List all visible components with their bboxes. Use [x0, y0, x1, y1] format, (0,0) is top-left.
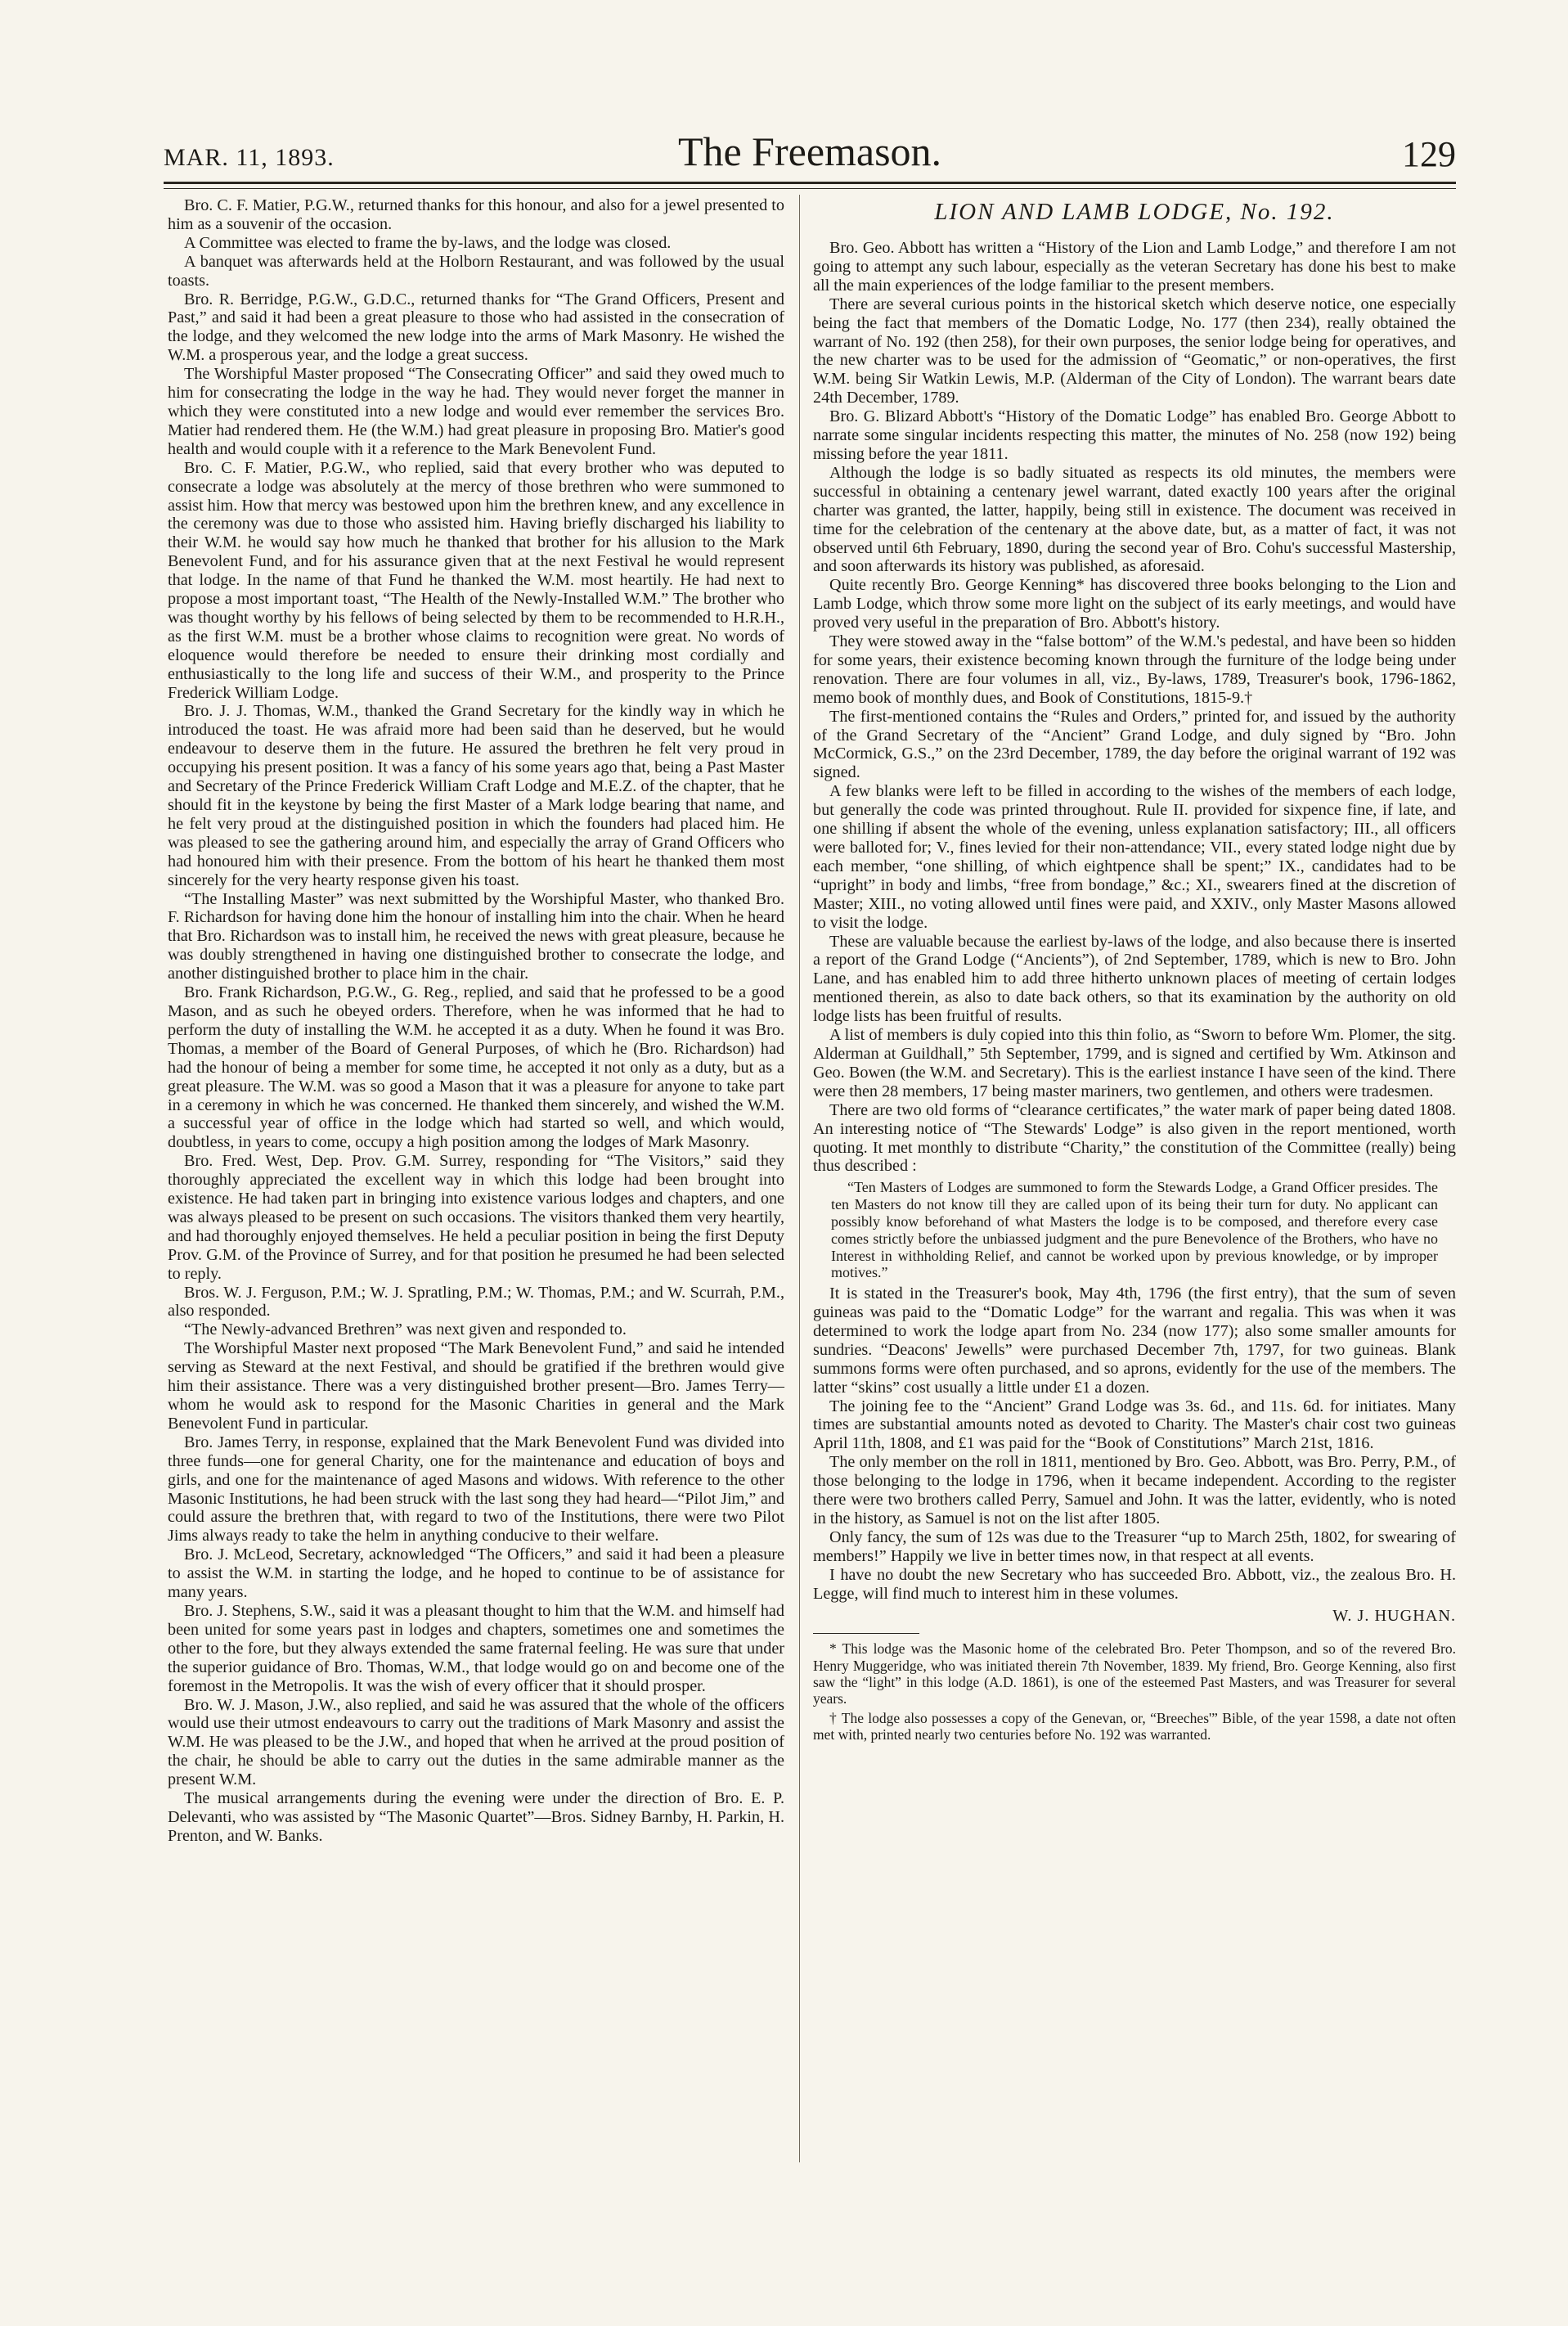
paragraph: Although the lodge is so badly situated as respects its old minutes, the members were successful in obtaining a centenary jewel warrant, dated exactly 100 years after the original charter was granted, the latter, happily, being still in existence. The document was received in time for the celebration of the centenary at the above date, but, as a matter of fact, it was not observed until 6th February, 1890, during the second year of Bro. Cohu's successful Mastership, and soon afterwards its history was published, as aforesaid. [813, 463, 1456, 576]
paragraph: There are several curious points in the historical sketch which deserve notice, one especially being the fact that members of the Domatic Lodge, No. 177 (then 234), really obtained the warrant of No. 192 (then 258), for their own purposes, the senior lodge being for operatives, and the new charter was to be used for the admission of “Geomatic,” or non-operatives, the first W.M. being Sir Watkin Lewis, M.P. (Alderman of the City of London). The warrant bears date 24th December, 1789. [813, 295, 1456, 407]
paragraph: Bro. J. Stephens, S.W., said it was a pleasant thought to him that the W.M. and himself had been united for some years past in lodges and chapters, sometimes one and sometimes the other to the fore, but they always extended the same fraternal feeling. He was sure that under the superior guidance of Bro. Thomas, W.M., that lodge would go on and become one of the foremost in the Metropolis. It was the wish of every officer that it should prosper. [168, 1601, 784, 1695]
footnote: † The lodge also possesses a copy of the Genevan, or, “Breeches'” Bible, of the year 1598, a date not often met with, printed nearly two centuries before No. 192 was warranted. [813, 1710, 1456, 1743]
paragraph: Bro. Fred. West, Dep. Prov. G.M. Surrey, responding for “The Visitors,” said they thoroughly appreciated the excellent way in which this lodge had been brought into existence. He had taken part in bringing into existence various lodges and chapters, and one was always pleased to be present on such occasions. The visitors thanked them very heartily, and had thoroughly enjoyed themselves. He held a peculiar position in being the first Deputy Prov. G.M. of the Province of Surrey, and for that position he presumed he had been selected to reply. [168, 1152, 784, 1283]
paragraph: Bro. J. J. Thomas, W.M., thanked the Grand Secretary for the kindly way in which he introduced the toast. He was afraid more had been said than he deserved, but he would endeavour to deserve them in the future. He assured the brethren he felt very proud in occupying his present position. It was a fancy of his some years ago that, being a Past Master and Secretary of the Prince Frederick William Craft Lodge and M.E.Z. of the chapter, that he should fit in the keystone by being the first Master of a Mark lodge bearing that name, and he felt very proud at the distinguished position in which the founders had placed him. He was pleased to see the gathering around him, and especially the array of Grand Officers who had honoured him with their presence. From the bottom of his heart he thanked them most sincerely for the very hearty response given his toast. [168, 702, 784, 889]
header-rule-thick [164, 182, 1456, 184]
footnote: * This lodge was the Masonic home of the celebrated Bro. Peter Thompson, and so of the revered Bro. Henry Muggeridge, who was initiated therein 7th November, 1839. My friend, Bro. George Kenning, also first saw the “light” in this lodge (A.D. 1861), is one of the esteemed Past Masters, and was Treasurer for several years. [813, 1640, 1456, 1707]
paragraph: “The Installing Master” was next submitted by the Worshipful Master, who thanked Bro. F. Richardson for having done him the honour of installing him into the chair. When he heard that Bro. Richardson was to install him, he received the news with great pleasure, because he was doubly strengthened in having one distinguished brother to consecrate the lodge, and another distinguished brother to place him in the chair. [168, 889, 784, 983]
paragraph: Bro. C. F. Matier, P.G.W., who replied, said that every brother who was deputed to consecrate a lodge was absolutely at the mercy of those brethren who were summoned to assist him. How that mercy was bestowed upon him the brethren knew, and any excellence in the ceremony was due to those who assisted him. Having briefly discharged his liability to their W.M. he would say how much he thanked that brother for his allusion to the Mark Benevolent Fund, and for his assurance given that at the next Festival he would represent that lodge. In the name of that Fund he thanked the W.M. most heartily. He had next to propose a most important toast, “The Health of the Newly-Installed W.M.” The brother who was thought worthy by his fellows of being selected by them to be recommended to H.R.H., as the first W.M. must be a brother whose claims to recognition were great. No words of eloquence would therefore be needed to ensure their drinking most cordially and enthusiastically to the long life and success of their W.M., and prosperity to the Prince Frederick William Lodge. [168, 458, 784, 702]
paragraph: Bro. Frank Richardson, P.G.W., G. Reg., replied, and said that he professed to be a good Mason, and as such he obeyed orders. Therefore, when he was informed that he had to perform the duty of installing the W.M. he accepted it as a duty. When he found it was Bro. Thomas, a member of the Board of General Purposes, of which he (Bro. Richardson) had had the honour of being a member for some time, he accepted it not only as a duty, but as a great pleasure. The W.M. was so good a Mason that it was a pleasure for anyone to take part in a ceremony in which he was concerned. He thanked them sincerely, and wished the W.M. a successful year of office in the lodge which had started so well, and which would, doubtless, in years to come, occupy a high position among the lodges of Mark Masonry. [168, 983, 784, 1152]
paragraph: These are valuable because the earliest by-laws of the lodge, and also because there is inserted a report of the Grand Lodge (“Ancients”), of 2nd September, 1789, which is new to Bro. John Lane, and has enabled him to add three hitherto unknown places of meeting of certain lodges mentioned therein, as also to date back others, so that its examination by the authority on old lodge lists has been fruitful of results. [813, 932, 1456, 1026]
issue-date: MAR. 11, 1893. [164, 144, 335, 171]
paragraph: Bros. W. J. Ferguson, P.M.; W. J. Spratling, P.M.; W. Thomas, P.M.; and W. Scurrah, P.M., also responded. [168, 1283, 784, 1320]
paragraph: The first-mentioned contains the “Rules and Orders,” printed for, and issued by the authority of the Grand Secretary of the “Ancient” Grand Lodge, and duly signed by “Bro. John McCormick, G.S.,” on the 23rd December, 1789, the day before the original warrant of 192 was signed. [813, 707, 1456, 782]
paragraph: Bro. R. Berridge, P.G.W., G.D.C., returned thanks for “The Grand Officers, Present and Past,” and said it had been a great pleasure to those who had assisted in the consecration of the lodge, and they welcomed the new lodge into the arms of Mark Masonry. He wished the W.M. a prosperous year, and the lodge a great success. [168, 290, 784, 365]
paragraph: A list of members is duly copied into this thin folio, as “Sworn to before Wm. Plomer, the sitg. Alderman at Guildhall,” 5th September, 1799, and is signed and certified by Wm. Atkinson and Geo. Bowen (the W.M. and Secretary). This is the earliest instance I have seen of the kind. There were then 28 members, 17 being master mariners, two gentlemen, and others were tradesmen. [813, 1026, 1456, 1100]
page-number: 129 [1402, 134, 1456, 174]
paragraph: A few blanks were left to be filled in according to the wishes of the members of each lodge, but generally the code was printed throughout. Rule II. provided for sixpence fine, if late, and one shilling if absent the whole of the evening, unless explanation satisfactory; III., all officers were balloted for; V., fines levied for their non-attendance; VII., every stated lodge night due by each member, “one shilling, of which eightpence shall be spent;” IX., candidates had to be “upright” in body and limbs, “free from bondage,” &c.; XI., swearers fined at the discretion of Master; XIII., no voting allowed until fines were paid, and XXIV., only Master Masons allowed to visit the lodge. [813, 782, 1456, 932]
paragraph: Bro. W. J. Mason, J.W., also replied, and said he was assured that the whole of the officers would use their utmost endeavours to carry out the traditions of Mark Masonry and assist the W.M. He was pleased to be the J.W., and hoped that when he arrived at the proud position of the chair, he should be able to carry out the duties in the same admirable manner as the present W.M. [168, 1695, 784, 1789]
paragraph: A Committee was elected to frame the by-laws, and the lodge was closed. [184, 233, 672, 252]
paragraph: I have no doubt the new Secretary who has succeeded Bro. Abbott, viz., the zealous Bro. H. Legge, will find much to interest him in these volumes. [813, 1565, 1456, 1603]
paragraph: A banquet was afterwards held at the Holborn Restaurant, and was followed by the usual toasts. [168, 252, 784, 290]
newspaper-title: The Freemason. [677, 128, 942, 174]
paragraph: The Worshipful Master proposed “The Consecrating Officer” and said they owed much to him for consecrating the lodge in the way he had. They would never forget the manner in which they were constituted into a new lodge and would ever remember the services Bro. Matier had rendered them. He (the W.M.) had great pleasure in proposing Bro. Matier's good health and would couple with it a reference to the Mark Benevolent Fund. [168, 365, 784, 458]
paragraph: Bro. G. Blizard Abbott's “History of the Domatic Lodge” has enabled Bro. George Abbott to narrate some singular incidents respecting this matter, the minutes of No. 258 (now 192) being missing before the year 1811. [813, 407, 1456, 463]
paragraph: Only fancy, the sum of 12s was due to the Treasurer “up to March 25th, 1802, for swearing of members!” Happily we live in better times now, in that respect at all events. [813, 1527, 1456, 1565]
paragraph: They were stowed away in the “false bottom” of the W.M.'s pedestal, and have been so hidden for some years, their existence becoming known through the furniture of the lodge being under renovation. There are four volumes in all, viz., By-laws, 1789, Treasurer's book, 1796-1862, memo book of monthly dues, and Book of Constitutions, 1815-9.† [813, 632, 1456, 707]
paragraph: The only member on the roll in 1811, mentioned by Bro. Geo. Abbott, was Bro. Perry, P.M., of those belonging to the lodge in 1796, when it became independent. According to the register there were two brothers called Perry, Samuel and John. It was the latter, evidently, who is noted in the history, as Samuel is not on the list after 1805. [813, 1453, 1456, 1527]
paragraph: It is stated in the Treasurer's book, May 4th, 1796 (the first entry), that the sum of seven guineas was paid to the “Domatic Lodge” for the warrant and regalia. This was when it was determined to work the lodge apart from No. 234 (now 177); also some smaller amounts for sundries. “Deacons' Jewells” were purchased December 7th, 1797, for two guineas. Blank summons forms were often purchased, and so aprons, evidently for the use of the members. The latter “skins” cost usually a little under £1 a dozen. [813, 1284, 1456, 1397]
author-signature: W. J. HUGHAN. [1332, 1606, 1456, 1625]
paragraph: The Worshipful Master next proposed “The Mark Benevolent Fund,” and said he intended serving as Steward at the next Festival, and should be gratified if the brethren would give him their assistance. There was a very distinguished brother present—Bro. James Terry—whom he would ask to respond for the Masonic Charities in general and the Mark Benevolent Fund in particular. [168, 1339, 784, 1433]
right-column [813, 196, 1456, 1747]
paragraph: There are two old forms of “clearance certificates,” the water mark of paper being dated 1808. An interesting notice of “The Stewards' Lodge” is also given in the report mentioned, worth quoting. It met monthly to distribute “Charity,” the constitution of the Committee (really) being thus described : [813, 1100, 1456, 1176]
block-quote: “Ten Masters of Lodges are summoned to form the Stewards Lodge, a Grand Officer presides. The ten Masters do not know till they are called upon of its being their turn for duty. No applicant can possibly know beforehand of what Masters the lodge is to be composed, and therefore every case comes strictly before the unbiassed judgment and the pure Benevolence of the Brothers, who have no Interest in withholding Relief, and cannot be worked upon by previous knowledge, or by improper motives.” [831, 1179, 1438, 1281]
header-rule-thin [164, 188, 1456, 189]
masthead [164, 124, 1456, 175]
paragraph: Bro. C. F. Matier, P.G.W., returned thanks for this honour, and also for a jewel presented to him as a souvenir of the occasion. [168, 196, 784, 233]
paragraph: “The Newly-advanced Brethren” was next given and responded to. [184, 1320, 627, 1339]
paragraph: Bro. J. McLeod, Secretary, acknowledged “The Officers,” and said it had been a pleasure to assist the W.M. in starting the lodge, and he hoped to continue to be of assistance for many years. [168, 1545, 784, 1602]
paragraph: Bro. James Terry, in response, explained that the Mark Benevolent Fund was divided into three funds—one for general Charity, one for the maintenance and education of boys and girls, and one for the maintenance of aged Masons and widows. With reference to the other Masonic Institutions, he had been struck with the last song they had heard—“Pilot Jim,” and could assure the brethren that, with regard to two of the Institutions, there were two Pilot Jims always ready to take the helm in anything conducive to their welfare. [168, 1433, 784, 1545]
paragraph: The joining fee to the “Ancient” Grand Lodge was 3s. 6d., and 11s. 6d. for initiates. Many times are substantial amounts noted as devoted to Charity. The Master's chair cost two guineas April 11th, 1808, and £1 was paid for the “Book of Constitutions” March 21st, 1816. [813, 1397, 1456, 1453]
paragraph: Quite recently Bro. George Kenning* has discovered three books belonging to the Lion and Lamb Lodge, which throw some more light on the subject of its early meetings, and would have proved very useful in the preparation of Bro. Abbott's history. [813, 576, 1456, 632]
column-divider [799, 195, 800, 2162]
footnote-rule [813, 1633, 919, 1634]
article-title: LION AND LAMB LODGE, No. 192. [934, 199, 1335, 225]
left-column [168, 196, 784, 1846]
paragraph: Bro. Geo. Abbott has written a “History of the Lion and Lamb Lodge,” and therefore I am not going to attempt any such labour, especially as the veteran Secretary has done his best to make all the main experiences of the lodge familiar to the present members. [813, 239, 1456, 295]
paragraph: The musical arrangements during the evening were under the direction of Bro. E. P. Delevanti, who was assisted by “The Masonic Quartet”—Bros. Sidney Barnby, H. Parkin, H. Prenton, and W. Banks. [168, 1789, 784, 1845]
